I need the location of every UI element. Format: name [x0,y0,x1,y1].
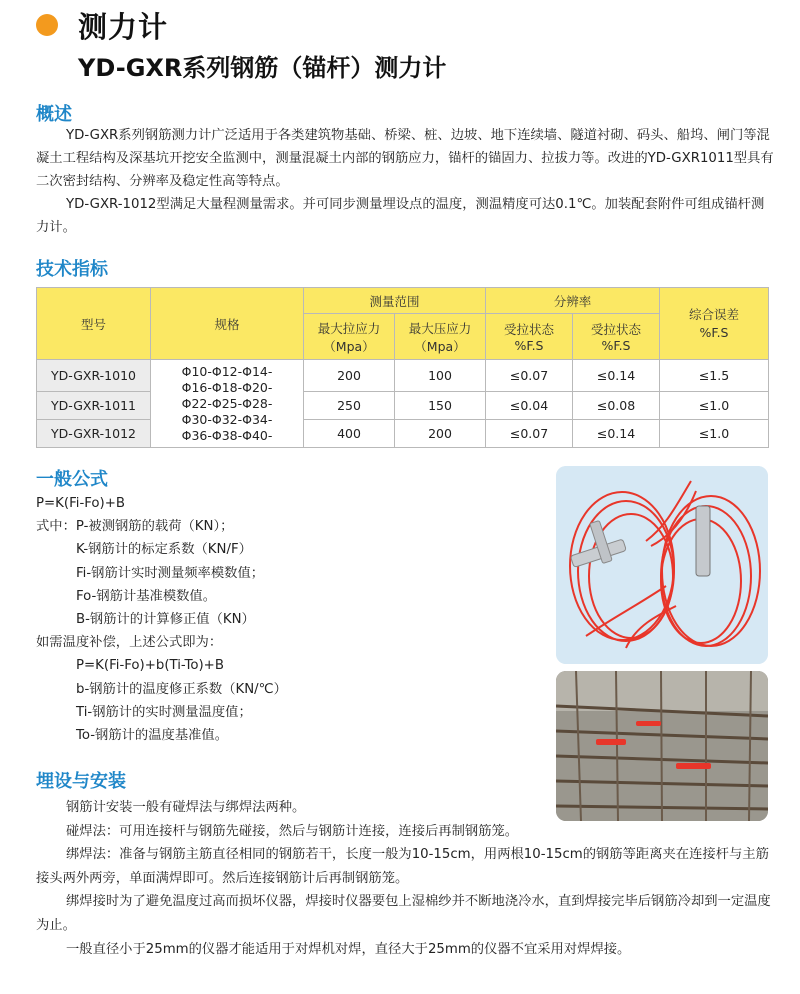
size-line: Φ16-Φ18-Φ20- [181,379,273,395]
header-range: 测量范围 [304,288,486,314]
overview-paragraph-2: YD-GXR-1012型满足大量程测量需求。并可同步测量埋设点的温度，测温精度可达0.1℃。加装配套附件可组成锚杆测力计。 [36,197,765,235]
install-paragraph: 绑焊法：准备与钢筋主筋直径相同的钢筋若干，长度一般为10-15cm，用两根10-15cm的钢筋等距离夹在连接杆与主筋接头两外两旁，单面满焊即可。然后连接钢筋计后再制钢筋笼。 [36,847,769,886]
header-tension-state-2 [573,314,660,360]
header-tension-state-1 [486,314,573,360]
page-title: 测力计 [78,10,169,44]
formula-line: P=K(Fi-Fo)+B [36,496,126,511]
row3-tension: 400 [304,420,395,448]
size-line: Φ30-Φ32-Φ34- [181,411,273,427]
header-tension-state-1-unit: %F.S [514,338,544,353]
formula-block [36,492,287,747]
formula-line: b-钢筋计的温度修正系数（KN/℃） [76,681,287,697]
row2-model: YD-GXR-1011 [37,392,151,420]
formula-line: K-钢筋计的标定系数（KN/F） [76,542,252,558]
install-heading: 埋设与安装 [36,771,126,792]
row1-res1: ≤0.07 [486,360,573,392]
formula-heading: 一般公式 [36,469,108,490]
install-paragraph: 一般直径小于25mm的仪器才能适用于对焊机对焊，直径大于25mm的仪器不宜采用对焊焊接。 [66,941,631,957]
header-size: 规格 [151,288,304,360]
header-model: 型号 [37,288,151,360]
row1-model: YD-GXR-1010 [37,360,151,392]
install-paragraph: 碰焊法：可用连接杆与钢筋先碰接，然后与钢筋计连接，连接后再制钢筋笼。 [66,823,519,839]
formula-line: To-钢筋计的温度基准值。 [76,728,229,744]
header-tension-state-1-label: 受拉状态 [503,322,554,337]
row1-error: ≤1.5 [660,360,769,392]
install-paragraph: 绑焊接时为了避免温度过高而损坏仪器，焊接时仪器要包上湿棉纱并不断地浇冷水，直到焊接完毕后钢筋冷却到一定温度为止。 [36,894,771,933]
spec-heading: 技术指标 [36,259,108,280]
header-tension-state-2-unit: %F.S [601,338,631,353]
row1-res2: ≤0.14 [573,360,660,392]
install-paragraph: 钢筋计安装一般有碰焊法与绑焊法两种。 [66,800,306,815]
page-subtitle: YD-GXR系列钢筋（锚杆）测力计 [78,54,447,82]
row2-res1: ≤0.04 [486,392,573,420]
formula-line: Ti-钢筋计的实时测量温度值； [76,704,252,720]
row3-model: YD-GXR-1012 [37,420,151,448]
formula-line: P=K(Fi-Fo)+b(Ti-To)+B [76,658,224,674]
table-row [37,420,769,448]
row2-error: ≤1.0 [660,392,769,420]
spec-table [36,287,769,448]
overview-heading: 概述 [36,104,72,125]
row3-error: ≤1.0 [660,420,769,448]
header-max-tension [304,314,395,360]
header-max-tension-unit: （Mpa） [323,338,375,354]
header-tension-state-2-label: 受拉状态 [590,322,641,337]
red-cable-sensor-photo [556,466,768,664]
table-row [37,392,769,420]
header-max-pressure-label: 最大压应力 [408,320,472,336]
row2-tension: 250 [304,392,395,420]
row1-tension: 200 [304,360,395,392]
header-resolution: 分辨率 [486,288,660,314]
row3-pressure: 200 [395,420,486,448]
table-row [37,360,769,392]
header-max-tension-label: 最大拉应力 [317,320,381,336]
formula-line: B-钢筋计的计算修正值（KN） [76,612,255,628]
page-header [0,0,800,90]
sensor-illustration [556,466,768,664]
size-spec-cell [151,360,304,448]
header-error-text: 综合误差 %F.S [688,306,739,340]
formula-line: 式中：P-被测钢筋的载荷（KN）； [36,519,234,535]
size-line: Φ10-Φ12-Φ14- [181,363,273,379]
size-spec-text [151,364,303,444]
formula-line: Fi-钢筋计实时测量频率模数值； [76,565,265,581]
orange-bullet-icon [36,14,58,36]
formula-line: Fo-钢筋计基准模数值。 [76,588,217,604]
row2-res2: ≤0.08 [573,392,660,420]
row3-res1: ≤0.07 [486,420,573,448]
row1-pressure: 100 [395,360,486,392]
size-line: Φ22-Φ25-Φ28- [181,395,273,411]
header-error [660,288,769,360]
header-max-pressure-unit: （Mpa） [414,338,466,354]
header-max-pressure [395,314,486,360]
size-line: Φ36-Φ38-Φ40- [181,427,273,443]
row3-res2: ≤0.14 [573,420,660,448]
formula-line: 如需温度补偿，上述公式即为： [36,635,223,651]
row2-pressure: 150 [395,392,486,420]
install-block [36,796,776,961]
overview-paragraph-1: YD-GXR系列钢筋测力计广泛适用于各类建筑物基础、桥梁、桩、边坡、地下连续墙、隧道衬砌、码头、船坞、闸门等混凝土工程结构及深基坑开挖安全监测中，测量混凝土内部的钢筋应力，锚杆的锚固力、拉拔力等。改进的YD-GXR1011型具有二次密封结构、分辨率及稳定性高等特点。 [36,128,774,189]
